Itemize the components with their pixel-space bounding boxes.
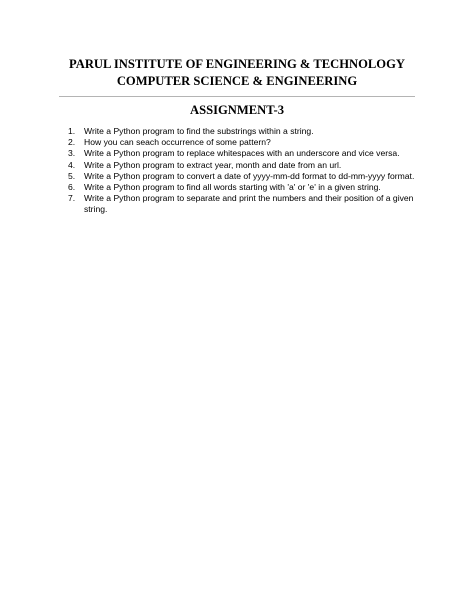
- question-text: Write a Python program to replace whitespaces with an underscore and vice versa.: [84, 148, 400, 159]
- list-item: [60, 193, 420, 215]
- list-item: [60, 171, 420, 182]
- department-name: COMPUTER SCIENCE & ENGINEERING: [116, 74, 358, 88]
- question-list: [60, 126, 420, 216]
- question-number: 4.: [68, 159, 76, 170]
- question-number: 3.: [68, 148, 76, 159]
- question-number: 7.: [68, 193, 76, 204]
- question-text: Write a Python program to extract year, month and date from an url.: [84, 159, 342, 170]
- question-number: 6.: [68, 182, 76, 193]
- question-number: 1.: [68, 126, 76, 136]
- question-number: 2.: [68, 137, 76, 148]
- question-text: Write a Python program to convert a date of yyyy-mm-dd format to dd-mm-yyyy format.: [84, 170, 415, 181]
- list-item: [60, 126, 420, 137]
- question-text: Write a Python program to find all words starting with 'a' or 'e' in a given string.: [84, 182, 381, 193]
- list-item: [60, 182, 420, 193]
- list-item: [60, 160, 420, 171]
- list-item: [60, 137, 420, 148]
- question-text: Write a Python program to separate and print the numbers and their position of a given string.: [84, 193, 414, 215]
- question-text: How you can seach occurrence of some pattern?: [84, 137, 271, 148]
- question-number: 5.: [68, 170, 76, 181]
- question-text: Write a Python program to find the substrings within a string.: [84, 126, 314, 136]
- assignment-title: ASSIGNMENT-3: [189, 103, 284, 117]
- list-item: [60, 148, 420, 159]
- header-divider: [59, 96, 415, 97]
- institute-name: PARUL INSTITUTE OF ENGINEERING & TECHNOLOGY: [68, 57, 405, 71]
- document-header: [0, 56, 474, 90]
